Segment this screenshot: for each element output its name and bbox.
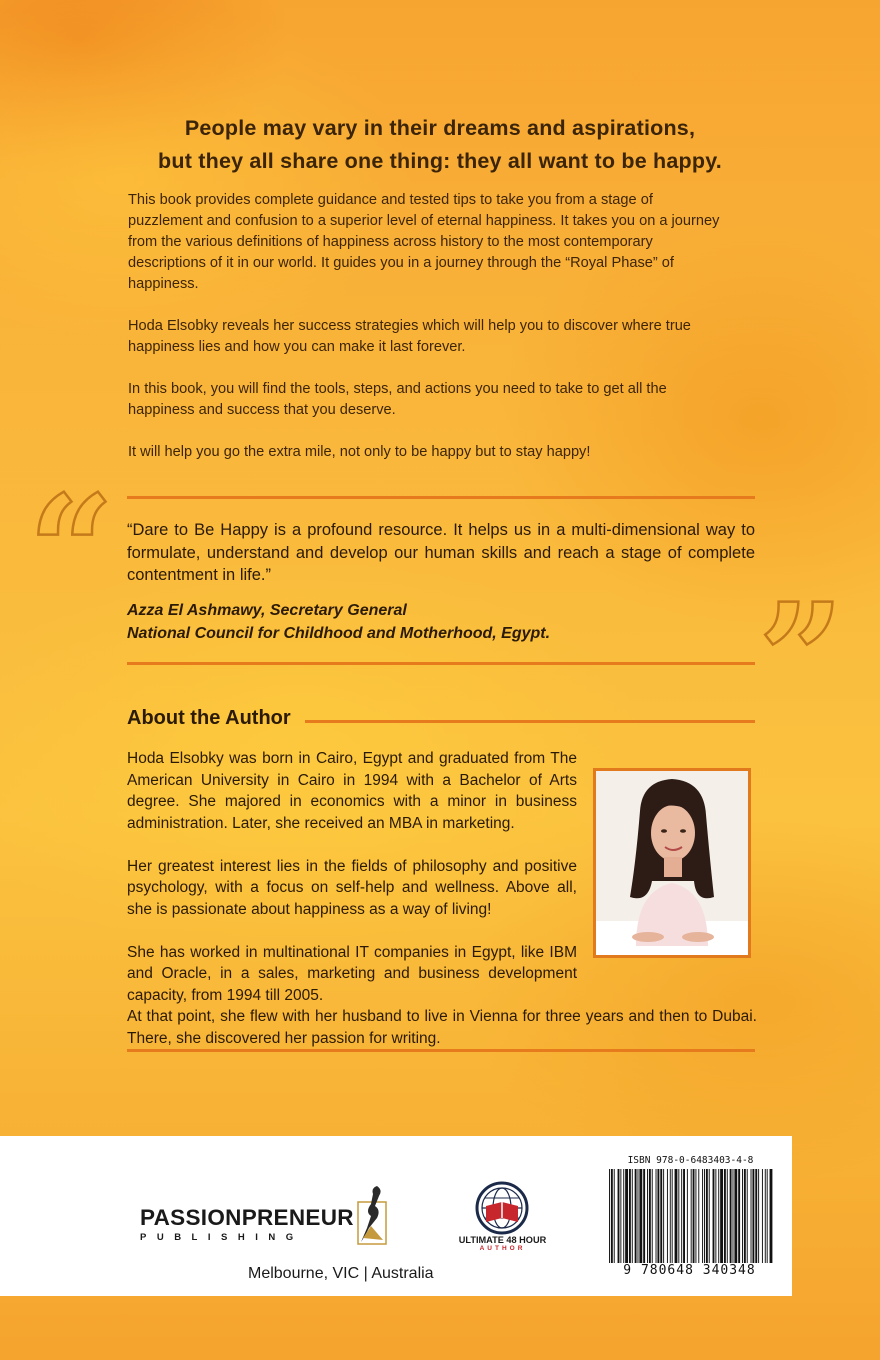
about-heading-divider [305,720,755,723]
barcode-graphic [607,1169,775,1263]
testimonial-bottom-divider [127,662,755,665]
barcode-bar [718,1169,719,1263]
description-paragraph-1: This book provides complete guidance and tested tips to take you from a stage of puzzlement and confusion to a superior level of eternal happiness. It takes you on a journey from the various definitions of happiness across history to the most contemporary descriptions of it in our world. It guides you in a journey through the “Royal Phase” of happiness. [128,192,720,292]
barcode-bar [623,1169,624,1263]
barcode-bar [611,1169,613,1263]
barcode-bar [649,1169,651,1263]
barcode-bar [681,1169,682,1263]
barcode-bar [629,1169,631,1263]
testimonial-top-divider [127,496,755,499]
barcode-bar [675,1169,678,1263]
barcode-bar [713,1169,715,1263]
isbn-label: ISBN 978-0-6483403-4-8 [627,1155,754,1166]
barcode-bar [770,1169,773,1263]
headline-line-1: People may vary in their dreams and aspirations, [184,116,696,140]
back-cover-headline [60,112,820,178]
barcode-bar [647,1169,648,1263]
barcode-bar [702,1169,703,1263]
barcode-bar [657,1169,659,1263]
barcode-bar [663,1169,664,1263]
barcode-bar [698,1169,699,1263]
author-photo [593,768,751,958]
barcode-bar [632,1169,633,1263]
attribution-line-2: National Council for Childhood and Motherhood, Egypt. [127,624,551,642]
publisher-logo-text: PASSIONPRENEUR [140,1205,354,1230]
barcode-bar [747,1169,748,1263]
barcode-bar [656,1169,657,1263]
open-quote-icon: “ [28,463,115,639]
barcode-bar [670,1169,671,1263]
barcode-bar [767,1169,768,1263]
barcode-bar [609,1169,610,1263]
close-quote-icon: ” [758,571,845,747]
barcode-bar [672,1169,673,1263]
barcode-bar [643,1169,645,1263]
publisher-figure-icon [357,1182,389,1246]
about-paragraph-3-part-1: She has worked in multinational IT companies in Egypt, like IBM and Oracle, in a sales, marketing and business development capacity, from 1994 till 2005. [127,943,577,1004]
barcode-bar [762,1169,763,1263]
barcode-bar [638,1169,639,1263]
barcode-bar [618,1169,620,1263]
barcode-bar [724,1169,726,1263]
barcode-bar [683,1169,685,1263]
barcode-bar [720,1169,723,1263]
about-paragraph-1: Hoda Elsobky was born in Cairo, Egypt and graduated from The American University in Cairo in 1994 with a Bachelor of Arts degree. She majored in economics with a minor in business administration. Later, she received an MBA in marketing. [127,750,577,832]
barcode-bar [758,1169,759,1263]
barcode-bar [744,1169,746,1263]
barcode-bar [678,1169,679,1263]
about-author-heading: About the Author [127,707,291,729]
attribution-line-1: Azza El Ashmawy, Secretary General [127,602,407,619]
barcode-bar [709,1169,710,1263]
barcode-bar [742,1169,743,1263]
barcode-bar [738,1169,740,1263]
barcode-bar [620,1169,621,1263]
barcode-bar [693,1169,695,1263]
testimonial-quote: “Dare to Be Happy is a profound resource. It helps us in a multi-dimensional way to formulate, understand and develop our human skills and reach a stage of complete contentment in life.” [127,521,755,584]
barcode-bar [706,1169,708,1263]
barcode-bar [715,1169,716,1263]
barcode-bar [727,1169,728,1263]
ultimate-48-hour-globe-icon [474,1180,530,1236]
barcode-bar [625,1169,628,1263]
barcode-bar [660,1169,662,1263]
isbn-barcode-block [597,1151,782,1285]
about-paragraph-2: Her greatest interest lies in the fields of philosophy and positive psychology, with a focus on self-help and wellness. Above all, she is passionate about happiness as a way of living! [127,857,577,918]
badge-title: ULTIMATE 48 HOUR [458,1235,547,1245]
barcode-bar [733,1169,734,1263]
barcode-bar [730,1169,732,1263]
barcode-bar [734,1169,737,1263]
barcode-bar [695,1169,696,1263]
about-bottom-divider [127,1049,755,1052]
barcode-bar [614,1169,615,1263]
barcode-bar [687,1169,688,1263]
author-portrait-illustration [596,771,748,955]
barcode-bar [751,1169,752,1263]
barcode-bar [639,1169,642,1263]
description-paragraph-2: Hoda Elsobky reveals her success strategies which will help you to discover where true happiness lies and how you can make it last forever. [128,318,691,355]
barcode-bar [667,1169,668,1263]
barcode-bar [691,1169,692,1263]
badge-subtitle: AUTHOR [479,1245,526,1252]
barcode-bar [752,1169,754,1263]
barcode-bar [652,1169,653,1263]
publisher-logo-subtitle: PUBLISHING [140,1232,304,1243]
isbn-digits: 9 780648 340348 [623,1263,756,1278]
description-paragraph-4: It will help you go the extra mile, not only to be happy but to stay happy! [128,444,591,460]
headline-line-2: but they all share one thing: they all want to be happy. [158,149,722,173]
barcode-bar [635,1169,637,1263]
barcode-bar [765,1169,766,1263]
testimonial-attribution [127,600,687,645]
publisher-location: Melbourne, VIC | Australia [248,1265,434,1282]
about-paragraph-3-part-2: At that point, she flew with her husband to live in Vienna for three years and then to Dubai. There, she discovered her passion for writing. [127,1008,757,1047]
description-paragraph-3: In this book, you will find the tools, steps, and actions you need to take to get all the happiness and success that you deserve. [128,381,667,418]
barcode-bar [704,1169,705,1263]
book-description [128,190,728,484]
barcode-bar [755,1169,757,1263]
